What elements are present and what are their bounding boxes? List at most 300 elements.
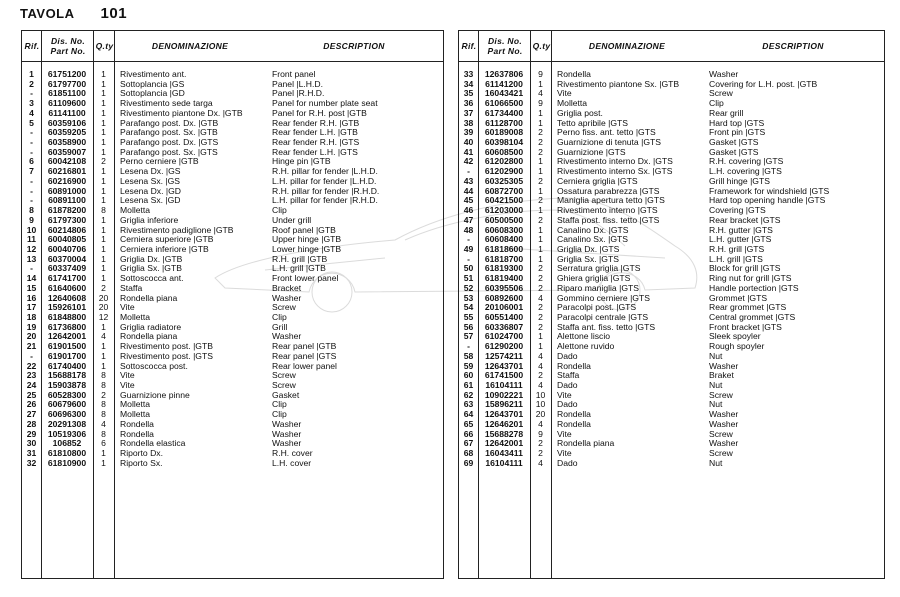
col-header-part-line2: Part No. (50, 46, 86, 56)
cell-part-number: 20106001 (484, 302, 524, 313)
cell-denominazione: Staffa (557, 370, 580, 381)
cell-rif: 64 (463, 409, 474, 420)
cell-denominazione: Maniglia apertura tetto |GTS (557, 195, 665, 206)
table-row (22, 186, 443, 196)
cell-rif: 41 (463, 146, 474, 157)
cell-denominazione: Rondella (557, 69, 591, 79)
cell-rif: 16 (26, 292, 37, 303)
cell-description: Rear fender R.H. |GTS (272, 137, 360, 148)
cell-rif: 57 (463, 331, 474, 342)
cell-description: Under grill (272, 214, 312, 225)
cell-part-number: 15688178 (47, 370, 87, 381)
cell-description: L.H. gutter |GTS (709, 234, 772, 245)
cell-rif: 69 (463, 457, 474, 468)
cell-part-number: 61810800 (47, 448, 87, 459)
cell-part-number: 61202900 (484, 166, 524, 177)
cell-rif: 9 (29, 214, 34, 225)
cell-denominazione: Lesena Sx. |GD (120, 195, 181, 206)
col-header-qty: Q.ty (532, 41, 551, 51)
table-row (459, 322, 884, 332)
cell-rif: - (30, 185, 33, 196)
cell-description: Clip (272, 312, 287, 322)
table-row (22, 409, 443, 419)
cell-denominazione: Canalino Sx. |GTS (557, 234, 629, 245)
page-title (20, 5, 127, 22)
table-row (22, 448, 443, 458)
table-row (459, 263, 884, 273)
cell-description: R.H. pillar for fender |R.H.D. (272, 185, 380, 196)
table-row (22, 234, 443, 244)
cell-description: Front pin |GTS (709, 127, 766, 138)
cell-rif: 44 (463, 185, 474, 196)
cell-quantity: 2 (538, 214, 543, 225)
cell-description: Screw (709, 88, 733, 99)
table-row (22, 108, 443, 118)
cell-part-number: 20291308 (47, 418, 87, 429)
cell-quantity: 2 (538, 438, 543, 449)
table-row (459, 438, 884, 448)
cell-part-number: 12643701 (484, 360, 524, 371)
cell-description: Nut (709, 399, 723, 410)
table-row (22, 215, 443, 225)
cell-description: Screw (272, 380, 296, 391)
cell-denominazione: Rivestimento piantone Dx. |GTB (120, 107, 243, 118)
cell-description: L.H. cover (272, 457, 312, 468)
cell-quantity: 4 (101, 418, 106, 429)
cell-quantity: 1 (538, 224, 543, 235)
cell-denominazione: Rondella (120, 428, 154, 439)
table-row (22, 283, 443, 293)
cell-rif: 1 (29, 69, 34, 79)
cell-denominazione: Molletta (120, 409, 151, 420)
cell-description: Grill (272, 321, 288, 332)
table-row (22, 370, 443, 380)
table-row (22, 361, 443, 371)
cell-rif: 56 (463, 321, 474, 332)
cell-denominazione: Vite (557, 389, 572, 400)
cell-denominazione: Rivestimento post. |GTB (120, 341, 213, 352)
cell-quantity: 1 (101, 243, 106, 254)
cell-description: Washer (272, 292, 302, 303)
table-row (459, 69, 884, 79)
cell-part-number: 60551400 (484, 312, 524, 322)
cell-part-number: 60325305 (484, 175, 524, 186)
cell-quantity: 8 (101, 409, 106, 420)
cell-quantity: 8 (101, 399, 106, 410)
cell-part-number: 61640600 (47, 282, 87, 293)
cell-rif: 55 (463, 312, 474, 322)
cell-rif: 68 (463, 448, 474, 459)
cell-rif: 17 (26, 302, 37, 313)
cell-denominazione: Rivestimento sede targa (120, 98, 213, 109)
cell-rif: 5 (29, 117, 34, 128)
table-row (459, 293, 884, 303)
cell-denominazione: Alettone ruvido (557, 341, 615, 352)
cell-quantity: 8 (101, 370, 106, 381)
cell-quantity: 1 (101, 137, 106, 148)
cell-quantity: 2 (538, 282, 543, 293)
cell-part-number: 61851100 (48, 88, 86, 99)
cell-quantity: 2 (538, 302, 543, 313)
cell-quantity: 4 (538, 360, 543, 371)
cell-denominazione: Rivestimento ant. (120, 69, 187, 79)
cell-quantity: 1 (101, 185, 106, 196)
cell-part-number: 60891000 (47, 185, 87, 196)
table-row (22, 205, 443, 215)
cell-description: Central grommet |GTS (709, 312, 796, 322)
table-row (459, 156, 884, 166)
cell-description: Clip (272, 399, 287, 410)
cell-rif: - (30, 350, 33, 361)
table-row (459, 186, 884, 196)
cell-description: Washer (272, 438, 302, 449)
cell-quantity: 2 (101, 156, 106, 167)
cell-quantity: 1 (101, 350, 106, 361)
cell-part-number: 60042108 (47, 156, 87, 167)
cell-denominazione: Staffa ant. fiss. tetto |GTS (557, 321, 656, 332)
table-row (22, 118, 443, 128)
cell-description: R.H. pillar for fender |L.H.D. (272, 166, 378, 177)
cell-part-number: 60040805 (47, 234, 87, 245)
cell-description: L.H. covering |GTS (709, 166, 782, 177)
cell-denominazione: Molletta (557, 98, 588, 109)
cell-part-number: 60500500 (484, 214, 524, 225)
cell-description: R.H. grill |GTS (709, 243, 765, 254)
table-row (22, 156, 443, 166)
cell-description: Screw (272, 302, 296, 313)
cell-description: Clip (272, 409, 287, 420)
col-header-denominazione: DENOMINAZIONE (588, 41, 666, 51)
cell-rif: 30 (26, 438, 37, 449)
col-header-part-line1: Dis. No. (487, 36, 523, 46)
col-header-description: DESCRIPTION (323, 41, 385, 51)
cell-rif: 46 (463, 205, 474, 216)
cell-rif: 21 (26, 341, 37, 352)
cell-part-number: 60216900 (47, 175, 87, 186)
cell-rif: 8 (29, 205, 34, 216)
cell-denominazione: Parafango post. Dx. |GTB (120, 117, 219, 128)
cell-quantity: 20 (535, 409, 546, 420)
cell-part-number: 61128700 (485, 117, 523, 128)
table-row (22, 341, 443, 351)
col-header-rif: Rif. (461, 41, 477, 51)
table-row (22, 79, 443, 89)
cell-denominazione: Molletta (120, 312, 151, 322)
cell-denominazione: Sottoscocca ant. (120, 273, 184, 284)
cell-denominazione: Vite (120, 370, 135, 381)
cell-quantity: 1 (538, 331, 543, 342)
cell-quantity: 2 (538, 273, 543, 284)
cell-description: L.H. grill |GTS (709, 253, 763, 264)
cell-part-number: 61740400 (47, 360, 87, 371)
cell-part-number: 61797700 (47, 78, 87, 89)
cell-rif: - (30, 175, 33, 186)
table-row (459, 127, 884, 137)
table-row (459, 244, 884, 254)
cell-description: R.H. covering |GTS (709, 156, 784, 167)
table-row (22, 331, 443, 341)
cell-quantity: 1 (101, 107, 106, 118)
cell-quantity: 1 (538, 166, 543, 177)
table-row (22, 88, 443, 98)
cell-part-number: 60370004 (47, 253, 87, 264)
table-row (22, 263, 443, 273)
cell-denominazione: Ossatura parabrezza |GTS (557, 185, 660, 196)
cell-quantity: 8 (101, 380, 106, 391)
cell-description: L.H. pillar for fender |L.H.D. (272, 175, 377, 186)
cell-quantity: 1 (101, 175, 106, 186)
cell-quantity: 1 (101, 341, 106, 352)
cell-denominazione: Vite (120, 380, 135, 391)
table-row (459, 458, 884, 468)
cell-denominazione: Perno fiss. ant. tetto |GTS (557, 127, 656, 138)
table-row (459, 254, 884, 264)
col-header-qty: Q.ty (95, 41, 114, 51)
cell-quantity: 1 (101, 263, 106, 274)
cell-quantity: 1 (101, 321, 106, 332)
cell-rif: 53 (463, 292, 474, 303)
table-row (459, 79, 884, 89)
table-row (459, 331, 884, 341)
cell-quantity: 2 (101, 282, 106, 293)
cell-denominazione: Rondella piana (120, 331, 178, 342)
cell-quantity: 4 (538, 292, 543, 303)
cell-denominazione: Sottoplancia |GS (120, 78, 185, 89)
cell-part-number: 61202800 (484, 156, 524, 167)
cell-denominazione: Parafango post. Sx. |GTS (120, 146, 218, 157)
cell-description: Grommet |GTS (709, 292, 768, 303)
cell-description: Front lower panel (272, 273, 339, 284)
cell-description: Roof panel |GTB (272, 224, 336, 235)
cell-part-number: 61810900 (47, 457, 87, 468)
cell-part-number: 60398104 (484, 137, 524, 148)
cell-description: Panel |L.H.D. (272, 78, 323, 89)
table-row (22, 419, 443, 429)
cell-quantity: 1 (101, 146, 106, 157)
cell-rif: 67 (463, 438, 474, 449)
table-row (459, 166, 884, 176)
table-row (22, 69, 443, 79)
cell-description: L.H. grill |GTB (272, 263, 326, 274)
cell-part-number: 60040706 (47, 243, 87, 254)
cell-rif: 19 (26, 321, 37, 332)
cell-rif: - (30, 263, 33, 274)
cell-denominazione: Canalino Dx. |GTS (557, 224, 629, 235)
cell-description: Gasket |GTS (709, 137, 759, 148)
cell-part-number: 60189008 (484, 127, 524, 138)
cell-part-number: 60696300 (47, 409, 87, 420)
cell-quantity: 1 (101, 224, 106, 235)
cell-part-number: 12637806 (484, 69, 524, 79)
cell-quantity: 1 (538, 234, 543, 245)
cell-quantity: 1 (101, 448, 106, 459)
cell-quantity: 1 (101, 166, 106, 177)
table-row (459, 312, 884, 322)
page-title-label: TAVOLA (20, 6, 75, 21)
cell-part-number: 60359007 (47, 146, 87, 157)
cell-description: Gasket |GTS (709, 146, 759, 157)
cell-part-number: 60337409 (47, 263, 87, 274)
cell-denominazione: Rivestimento post. |GTS (120, 350, 213, 361)
cell-part-number: 61819400 (484, 273, 524, 284)
cell-part-number: 61141100 (48, 107, 86, 118)
cell-quantity: 1 (538, 78, 543, 89)
cell-quantity: 1 (101, 78, 106, 89)
cell-denominazione: Rivestimento piantone Sx. |GTB (557, 78, 680, 89)
cell-description: Bracket (272, 282, 302, 293)
table-row (22, 244, 443, 254)
cell-part-number: 16043421 (484, 88, 524, 99)
cell-description: Screw (709, 448, 733, 459)
cell-description: Rear lower panel (272, 360, 337, 371)
cell-denominazione: Molletta (120, 205, 151, 216)
cell-part-number: 61024700 (484, 331, 524, 342)
cell-part-number: 61741500 (484, 370, 524, 381)
cell-description: Covering |GTS (709, 205, 766, 216)
cell-rif: 39 (463, 127, 474, 138)
cell-quantity: 1 (101, 195, 106, 206)
cell-rif: 32 (26, 457, 37, 468)
cell-description: Clip (272, 205, 287, 216)
cell-part-number: 60608400 (484, 234, 524, 245)
cell-description: Washer (709, 360, 739, 371)
cell-quantity: 2 (538, 321, 543, 332)
cell-rif: 60 (463, 370, 474, 381)
cell-quantity: 10 (535, 389, 546, 400)
cell-denominazione: Guarnizione pinne (120, 389, 190, 400)
col-header-part-line2: Part No. (487, 46, 523, 56)
cell-quantity: 10 (535, 399, 546, 410)
cell-part-number: 16104111 (485, 457, 523, 468)
cell-quantity: 1 (101, 273, 106, 284)
cell-rif: 36 (463, 98, 474, 109)
cell-quantity: 8 (101, 205, 106, 216)
cell-part-number: 61109600 (48, 98, 86, 109)
cell-rif: 65 (463, 418, 474, 429)
cell-description: Upper hinge |GTB (272, 234, 342, 245)
cell-rif: 50 (463, 263, 474, 274)
cell-denominazione: Cerniera griglia |GTS (557, 175, 638, 186)
table-row (22, 351, 443, 361)
cell-rif: 48 (463, 224, 474, 235)
table-row (459, 448, 884, 458)
table-row (22, 98, 443, 108)
cell-quantity: 1 (101, 360, 106, 371)
cell-part-number: 15903878 (47, 380, 87, 391)
cell-rif: 28 (26, 418, 37, 429)
cell-rif: 45 (463, 195, 474, 206)
cell-description: Gasket (272, 389, 300, 400)
table-row (22, 166, 443, 176)
table-row (22, 254, 443, 264)
cell-rif: 29 (26, 428, 37, 439)
table-row (459, 205, 884, 215)
table-row (459, 225, 884, 235)
cell-part-number: 15896211 (485, 399, 523, 410)
cell-quantity: 1 (538, 205, 543, 216)
cell-part-number: 60214806 (47, 224, 87, 235)
cell-denominazione: Dado (557, 380, 578, 391)
cell-quantity: 2 (538, 312, 543, 322)
cell-denominazione: Riparo maniglia |GTS (557, 282, 639, 293)
page-number: 101 (100, 5, 128, 22)
cell-rif: 27 (26, 409, 37, 420)
table-row (459, 341, 884, 351)
cell-quantity: 4 (538, 418, 543, 429)
cell-part-number: 15926101 (47, 302, 87, 313)
table-row (22, 429, 443, 439)
cell-rif: - (30, 88, 33, 99)
table-row (459, 399, 884, 409)
cell-denominazione: Guarnizione di tenuta |GTS (557, 137, 661, 148)
cell-denominazione: Riporto Sx. (120, 457, 163, 468)
cell-rif: 49 (463, 243, 474, 254)
cell-quantity: 1 (101, 253, 106, 264)
cell-description: Front bracket |GTS (709, 321, 782, 332)
cell-rif: 40 (463, 137, 474, 148)
cell-rif: 47 (463, 214, 474, 225)
cell-quantity: 4 (538, 380, 543, 391)
cell-rif: 59 (463, 360, 474, 371)
cell-rif: 38 (463, 117, 474, 128)
cell-description: Framework for windshield |GTS (709, 185, 830, 196)
table-row (22, 147, 443, 157)
cell-denominazione: Sottoplancia |GD (120, 88, 185, 99)
cell-denominazione: Rondella (557, 409, 591, 420)
cell-part-number: 60608300 (484, 224, 524, 235)
cell-description: Washer (272, 418, 302, 429)
cell-quantity: 1 (538, 185, 543, 196)
cell-rif: 14 (26, 273, 37, 284)
table-row (22, 312, 443, 322)
cell-part-number: 61736800 (47, 321, 87, 332)
cell-quantity: 12 (98, 312, 109, 322)
table-row (459, 302, 884, 312)
cell-rif: - (30, 195, 33, 206)
cell-description: R.H. cover (272, 448, 313, 459)
cell-part-number: 12642001 (484, 438, 524, 449)
cell-rif: - (30, 146, 33, 157)
cell-quantity: 1 (101, 88, 106, 99)
cell-denominazione: Rivestimento interno |GTS (557, 205, 658, 216)
col-header-denominazione: DENOMINAZIONE (151, 41, 229, 51)
cell-denominazione: Gommino cerniere |GTS (557, 292, 650, 303)
cell-part-number: 10519306 (47, 428, 87, 439)
cell-part-number: 12642001 (47, 331, 87, 342)
cell-description: Hard top |GTS (709, 117, 765, 128)
cell-part-number: 12574211 (485, 350, 523, 361)
cell-part-number: 61901700 (47, 350, 87, 361)
cell-description: Panel for number plate seat (272, 98, 378, 109)
parts-table-left (21, 30, 444, 579)
cell-denominazione: Cerniera inferiore |GTB (120, 243, 209, 254)
table-row (22, 390, 443, 400)
cell-rif: 3 (29, 98, 34, 109)
cell-quantity: 1 (538, 156, 543, 167)
cell-description: Washer (709, 69, 739, 79)
cell-quantity: 1 (538, 243, 543, 254)
cell-quantity: 2 (538, 175, 543, 186)
table-row (22, 302, 443, 312)
cell-denominazione: Paracolpi post. |GTS (557, 302, 637, 313)
cell-description: Rear grommet |GTS (709, 302, 787, 313)
cell-denominazione: Lesena Dx. |GD (120, 185, 181, 196)
cell-denominazione: Griglia post. (557, 107, 603, 118)
cell-denominazione: Sottoscocca post. (120, 360, 188, 371)
cell-rif: - (467, 253, 470, 264)
cell-description: Ring nut for grill |GTS (709, 273, 792, 284)
cell-quantity: 1 (538, 253, 543, 264)
